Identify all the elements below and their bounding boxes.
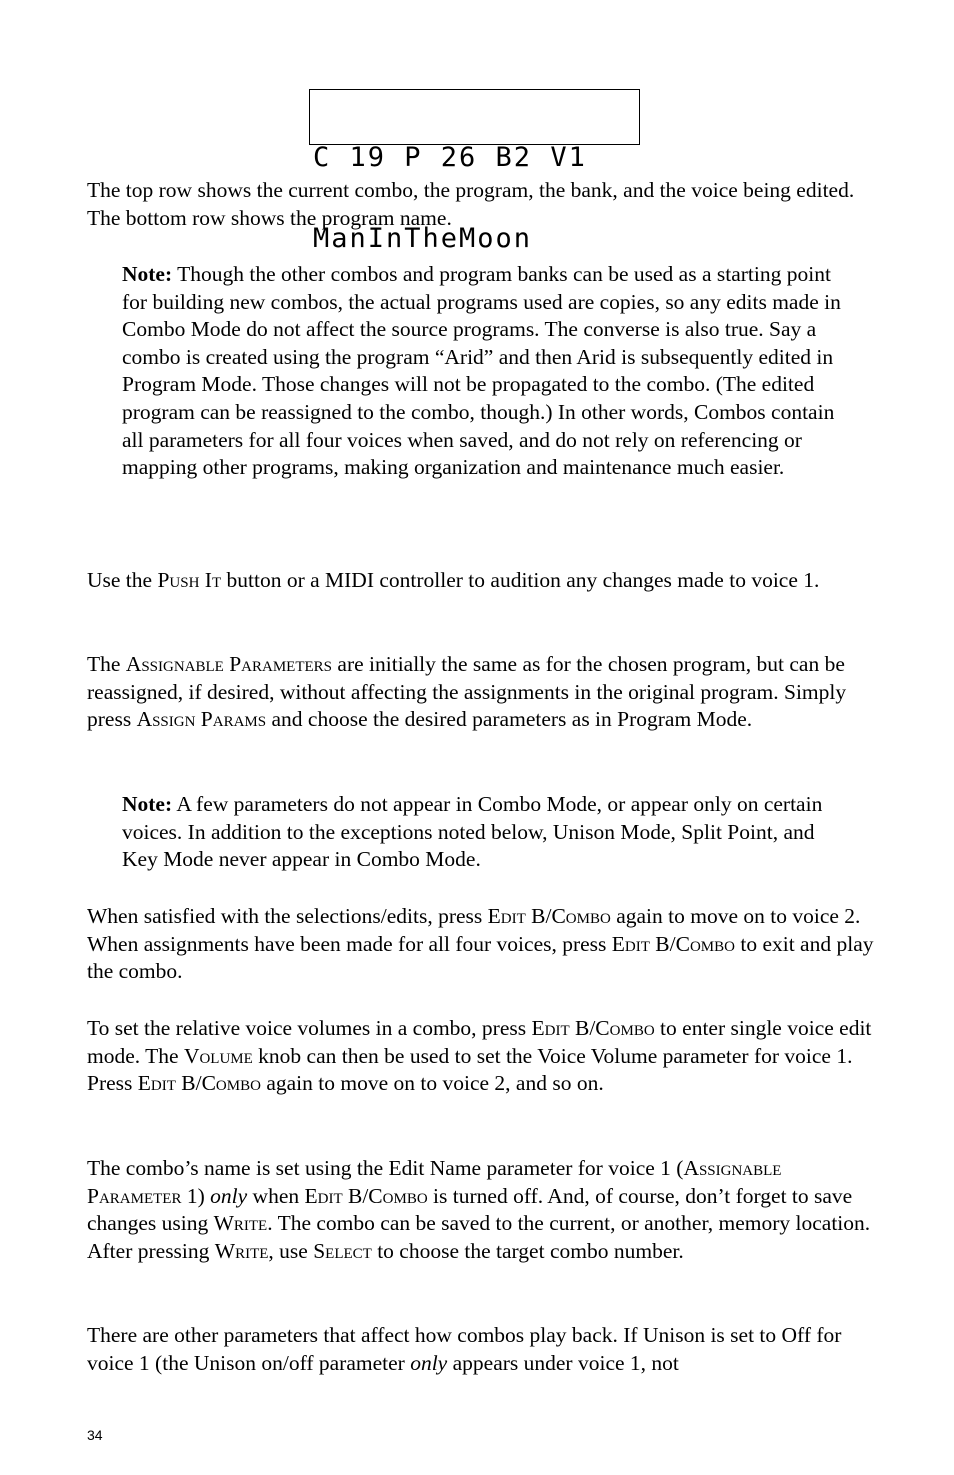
text: to enter single voice edit mode. The [87,1016,872,1068]
note-text: Though the other combos and program banks can be used as a starting point for building new combos, the actual programs used are copies, so any edits made in Combo Mode do not affect the source programs. The converse is also true. Say a combo is created using the program “Arid” and then Arid is subsequently edited in Program Mode. Those changes will not be propagated to the combo. (The edited program can be reassigned to the combo, though.) In other words, Combos contain all parameters for all four voices when saved, and do not rely on referencing or mapping other programs, making organization and maintenance much easier. [122,262,841,480]
edit-b-combo-term: Edit B/Combo [487,904,611,928]
text: . The combo can be saved to the current, or another, memory location. After pressing [87,1211,871,1263]
paragraph-push-it [87,567,877,595]
text: is turned off. And, of course, don’t forget to save changes using [87,1183,853,1236]
text: to choose the target combo number. [371,1238,684,1263]
text: appears under voice 1, not [447,1350,679,1375]
assign-params-term: Assign Params [136,707,267,732]
paragraph-display-description: The top row shows the current combo, the program, the bank, and the voice being edited. The bottom row shows the program name. [87,178,855,230]
text: when [247,1183,305,1208]
note-label: Note: [122,262,173,286]
text: knob can then be used to set the Voice Volume parameter for voice 1. Press [87,1043,853,1096]
page-number: 34 [87,1427,103,1443]
paragraph-combo-name [87,1155,877,1265]
assignable-parameters-term: Assignable Parameters [125,652,333,676]
lcd-line-1: C 19 P 26 B2 V1 [313,142,587,173]
lcd-display [309,89,640,254]
push-it-term: Push It [157,568,222,592]
text: again to move on to voice 2, and so on. [260,1071,604,1096]
write-term: Write [214,1238,269,1263]
text: and choose the desired parameters as in Program Mode. [266,707,753,732]
paragraph-edit-voices [87,903,877,986]
edit-b-combo-term: Edit B/Combo [304,1183,428,1208]
text: are initially the same as for the chosen program, but can be reassigned, if desired, without affecting the assignments in the original program. Simply press [87,652,847,732]
text: The [87,652,126,676]
text: When satisfied with the selections/edits, press [87,904,488,928]
text: Use the [87,568,158,592]
emphasis: only [210,1183,248,1208]
note-text: A few parameters do not appear in Combo Mode, or appear only on certain voices. In addition to the exceptions noted below, Unison Mode, Split Point, and Key Mode never appear in Combo Mode. [122,792,823,872]
text: To set the relative voice volumes in a combo, press [87,1016,532,1040]
select-term: Select [313,1238,372,1263]
text: again to move on to voice 2. When assignments have been made for all four voices, press [87,904,861,956]
text: , use [268,1238,314,1263]
edit-b-combo-term: Edit B/Combo [611,931,735,956]
paragraph-other-parameters [87,1322,877,1377]
note-combo-copies [122,261,852,482]
volume-term: Volume [183,1043,253,1068]
lcd-line-2: ManInTheMoon [313,223,533,254]
note-missing-parameters [122,791,852,874]
edit-b-combo-term: Edit B/Combo [531,1016,655,1040]
note-label: Note: [122,792,173,816]
assignable-parameter-term: Assignable Parameter [87,1156,782,1208]
write-term: Write [213,1211,268,1236]
text: 1) [181,1183,211,1208]
text: button or a MIDI controller to audition any changes made to voice 1. [221,568,820,592]
edit-b-combo-term: Edit B/Combo [137,1071,261,1096]
paragraph-voice-volumes [87,1015,877,1098]
emphasis: only [410,1350,448,1375]
text: The combo’s name is set using the Edit Name parameter for voice 1 ( [87,1156,684,1180]
text: to exit and play the combo. [87,931,874,984]
text: There are other parameters that affect how combos play back. If Unison is set to Off for voice 1 (the Unison on/off parameter [87,1323,842,1375]
paragraph-assignable-parameters [87,651,877,734]
